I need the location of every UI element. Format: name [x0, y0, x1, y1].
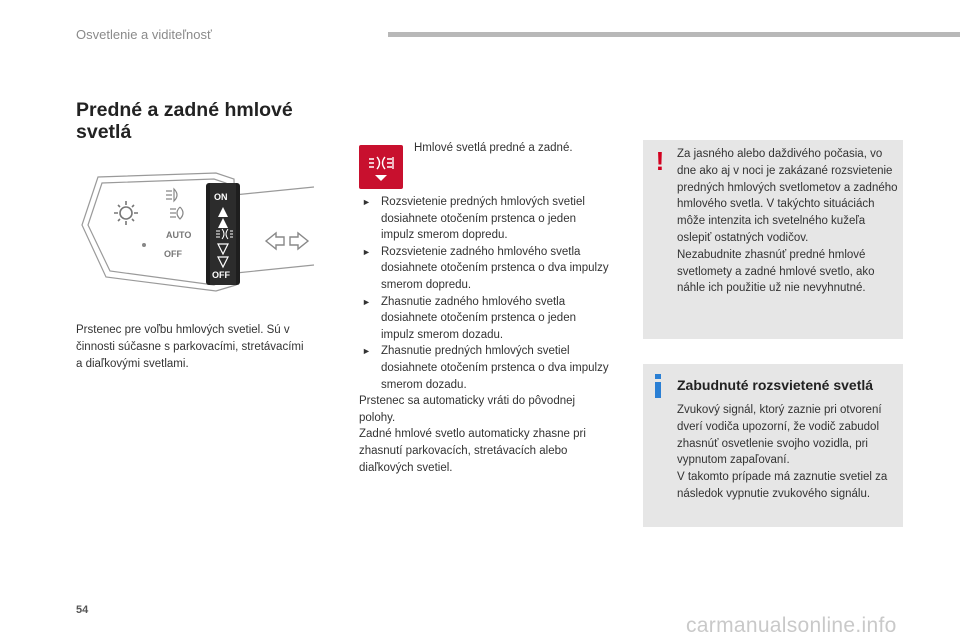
header-divider-bar: [388, 32, 960, 37]
bullet-icon: ►: [362, 346, 371, 357]
list-item: ► Rozsvietenie zadného hmlového svetla dosiahnete otočením prstenca o dva impulzy smerom dopredu.: [362, 245, 609, 291]
ring-description: Prstenec pre voľbu hmlových svetiel. Sú v činnosti súčasne s parkovacími, stretávacími a diaľkovými svetlami.: [76, 324, 304, 370]
info-text: Zvukový signál, ktorý zaznie pri otvorení dverí vodiča upozorní, že vodič zabudol zhasnúť osvetlenie svojho vozidla, pri vypnutom zapaľovaní. V takomto prípade má zaznutie svetiel za následok vypnutie zvukového signálu.: [677, 404, 888, 500]
parking-light-icon: [170, 207, 183, 219]
ring-label-on: ON: [214, 192, 228, 202]
low-beam-icon: [166, 189, 177, 201]
turn-signal-arrows-icon: [266, 233, 308, 249]
list-item: ► Zhasnutie zadného hmlového svetla dosiahnete otočením prstenca o jeden impulz smerom dozadu.: [362, 295, 576, 341]
light-stalk-illustration: [76, 165, 316, 300]
section-header: Osvetlenie a viditeľnosť: [76, 27, 212, 42]
fog-icon-caption: Hmlové svetlá predné a zadné.: [414, 142, 573, 154]
fog-lights-icon: [359, 145, 403, 189]
warning-icon: !: [655, 146, 665, 176]
info-icon: [650, 373, 666, 399]
bullet-icon: ►: [362, 296, 371, 307]
info-title: Zabudnuté rozsvietené svetlá: [677, 377, 874, 393]
list-item: ► Rozsvietenie predných hmlových svetiel dosiahnete otočením prstenca o jeden impulz smerom dopredu.: [362, 196, 585, 242]
auto-return-note: Prstenec sa automaticky vráti do pôvodnej polohy.: [359, 395, 576, 424]
illustration-label-auto: AUTO: [166, 230, 192, 240]
warning-text: Za jasného alebo daždivého počasia, vo dne ako aj v noci je zakázané rozsvietenie predných hmlových svetlometov a zadného hmlového svetla. V takýchto situáciách môže intenzita ich svetelného kužeľa oslepiť ostatných vodičov. Nezabudnite zhasnúť predné hmlové svetlomety a zadné hmlové svetlo, ako náhle ich použitie už nie nevyhnutné.: [677, 148, 898, 295]
list-item: ► Zhasnutie predných hmlových svetiel dosiahnete otočením prstenca o dva impulzy smerom dozadu.: [362, 345, 609, 391]
instructions-list: [359, 194, 611, 476]
illustration-label-off-light: OFF: [164, 249, 182, 259]
high-beam-icon: [114, 201, 138, 225]
watermark: carmanualsonline.info: [686, 614, 897, 637]
ring-label-off: OFF: [212, 270, 230, 280]
page-number: 54: [76, 604, 89, 616]
bullet-icon: ►: [362, 197, 371, 207]
rear-fog-auto-off-note: Zadné hmlové svetlo automaticky zhasne pri zhasnutí parkovacích, stretávacích alebo diaľkových svetiel.: [359, 428, 586, 474]
page-title: Predné a zadné hmlové svetlá: [76, 99, 293, 143]
bullet-icon: ►: [362, 246, 371, 257]
